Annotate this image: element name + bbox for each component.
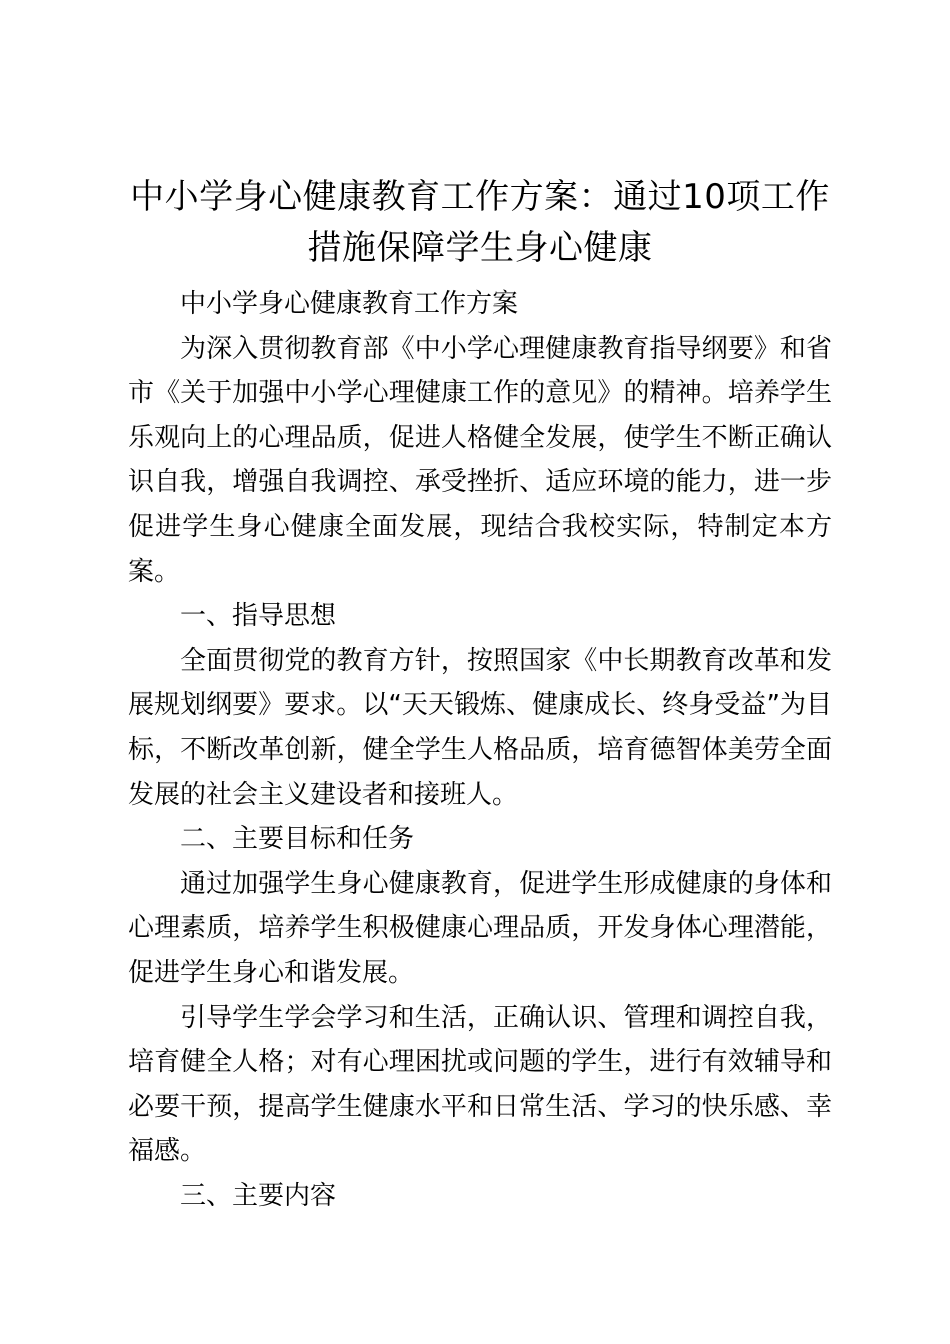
intro-paragraph: 为深入贯彻教育部《中小学心理健康教育指导纲要》和省市《关于加强中小学心理健康工作的意见》的精神。培养学生乐观向上的心理品质，促进人格健全发展，使学生不断正确认识自我，增强自我调控、承受挫折、适应环境的能力，进一步促进学生身心健康全面发展，现结合我校实际，特制定本方案。: [128, 333, 832, 587]
guiding-ideology-paragraph: 全面贯彻党的教育方针，按照国家《中长期教育改革和发展规划纲要》要求。以“天天锻炼、健康成长、终身受益”为目标，不断改革创新，健全学生人格品质，培育德智体美劳全面发展的社会主义建设者和接班人。: [128, 645, 832, 810]
section-heading-guiding-ideology: 一、指导思想: [180, 601, 337, 632]
subtitle-paragraph: 中小学身心健康教育工作方案: [180, 289, 519, 319]
goals-paragraph-2: 引导学生学会学习和生活，正确认识、管理和调控自我，培育健全人格；对有心理困扰或问题的学生，进行有效辅导和必要干预，提高学生健康水平和日常生活、学习的快乐感、幸福感。: [128, 1002, 832, 1167]
section-heading-goals-tasks: 二、主要目标和任务: [180, 824, 415, 855]
section-heading-main-content: 三、主要内容: [180, 1180, 337, 1211]
document-body: [128, 172, 832, 1218]
document-title: 中小学身心健康教育工作方案：通过10项工作措施保障学生身心健康: [130, 177, 830, 268]
goals-paragraph-1: 通过加强学生身心健康教育，促进学生形成健康的身体和心理素质，培养学生积极健康心理品质，开发身体心理潜能，促进学生身心和谐发展。: [128, 868, 832, 988]
